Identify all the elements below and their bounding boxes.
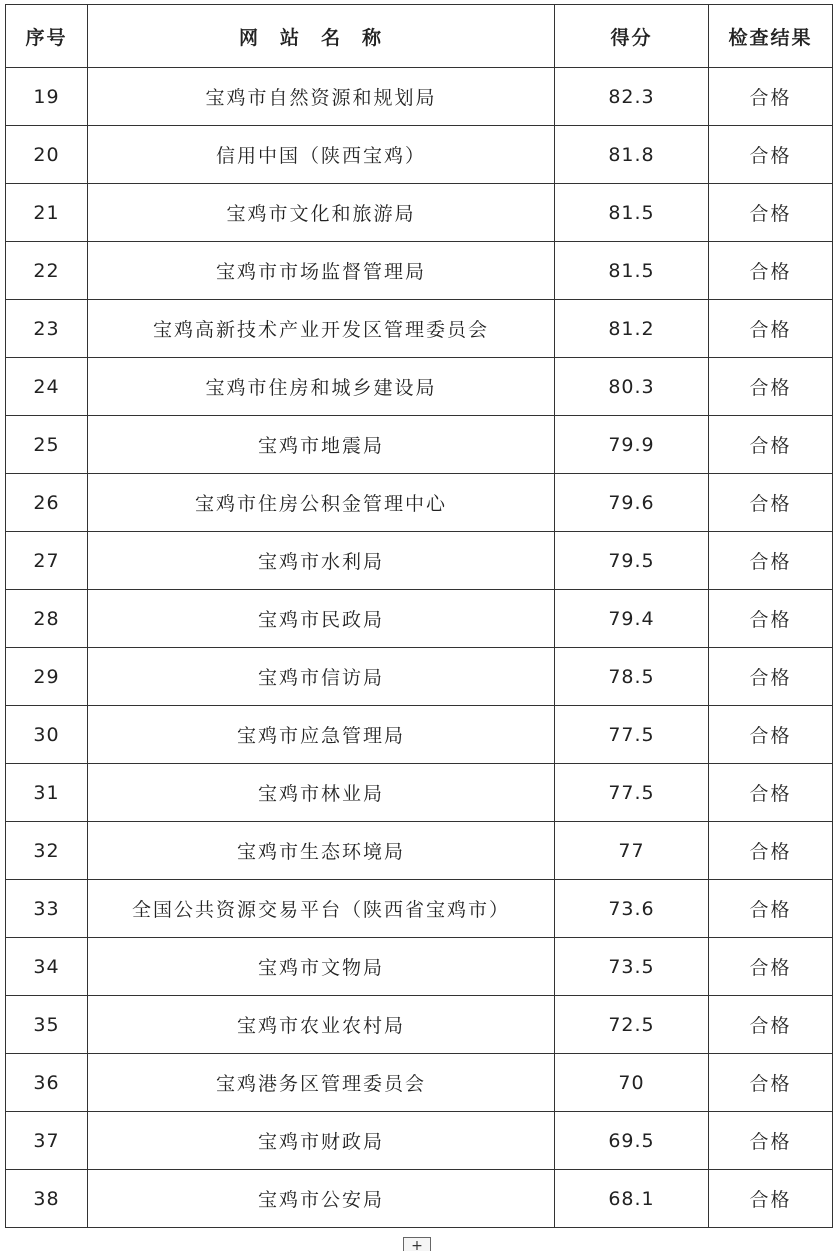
cell-seq: 28 xyxy=(6,590,88,648)
table-row xyxy=(6,822,833,880)
cell-seq: 29 xyxy=(6,648,88,706)
table-row xyxy=(6,184,833,242)
table-row xyxy=(6,764,833,822)
cell-score: 77.5 xyxy=(555,706,709,764)
header-score: 得分 xyxy=(555,5,709,68)
table-row xyxy=(6,358,833,416)
cell-result: 合格 xyxy=(709,590,833,648)
cell-website-name: 宝鸡市住房公积金管理中心 xyxy=(88,474,555,532)
cell-result: 合格 xyxy=(709,68,833,126)
cell-score: 69.5 xyxy=(555,1112,709,1170)
table-row xyxy=(6,1112,833,1170)
table-header xyxy=(6,5,833,68)
header-row xyxy=(6,5,833,68)
cell-seq: 19 xyxy=(6,68,88,126)
cell-website-name: 宝鸡市住房和城乡建设局 xyxy=(88,358,555,416)
website-score-table xyxy=(5,4,833,1228)
cell-seq: 37 xyxy=(6,1112,88,1170)
cell-seq: 25 xyxy=(6,416,88,474)
cell-website-name: 宝鸡市文化和旅游局 xyxy=(88,184,555,242)
cell-result: 合格 xyxy=(709,184,833,242)
cell-seq: 36 xyxy=(6,1054,88,1112)
cell-score: 78.5 xyxy=(555,648,709,706)
cell-result: 合格 xyxy=(709,996,833,1054)
cell-result: 合格 xyxy=(709,1112,833,1170)
cell-seq: 38 xyxy=(6,1170,88,1228)
cell-result: 合格 xyxy=(709,1170,833,1228)
header-name: 网站名称 xyxy=(88,5,555,68)
cell-result: 合格 xyxy=(709,822,833,880)
cell-website-name: 宝鸡市文物局 xyxy=(88,938,555,996)
table-row xyxy=(6,648,833,706)
cell-score: 81.2 xyxy=(555,300,709,358)
cell-website-name: 宝鸡市生态环境局 xyxy=(88,822,555,880)
cell-result: 合格 xyxy=(709,474,833,532)
cell-website-name: 宝鸡市林业局 xyxy=(88,764,555,822)
cell-website-name: 宝鸡市民政局 xyxy=(88,590,555,648)
cell-seq: 34 xyxy=(6,938,88,996)
cell-result: 合格 xyxy=(709,300,833,358)
cell-result: 合格 xyxy=(709,358,833,416)
cell-website-name: 宝鸡港务区管理委员会 xyxy=(88,1054,555,1112)
cell-website-name: 宝鸡市财政局 xyxy=(88,1112,555,1170)
table-row xyxy=(6,242,833,300)
cell-website-name: 宝鸡市自然资源和规划局 xyxy=(88,68,555,126)
cell-result: 合格 xyxy=(709,880,833,938)
table-row xyxy=(6,938,833,996)
header-seq: 序号 xyxy=(6,5,88,68)
cell-website-name: 宝鸡市水利局 xyxy=(88,532,555,590)
table-row xyxy=(6,996,833,1054)
cell-seq: 35 xyxy=(6,996,88,1054)
cell-score: 70 xyxy=(555,1054,709,1112)
cell-result: 合格 xyxy=(709,416,833,474)
table-row xyxy=(6,706,833,764)
cell-seq: 24 xyxy=(6,358,88,416)
cell-website-name: 宝鸡市市场监督管理局 xyxy=(88,242,555,300)
cell-seq: 33 xyxy=(6,880,88,938)
table-row xyxy=(6,416,833,474)
cell-score: 81.5 xyxy=(555,242,709,300)
cell-result: 合格 xyxy=(709,126,833,184)
cell-score: 82.3 xyxy=(555,68,709,126)
table-row xyxy=(6,126,833,184)
cell-result: 合格 xyxy=(709,764,833,822)
cell-seq: 30 xyxy=(6,706,88,764)
cell-score: 80.3 xyxy=(555,358,709,416)
cell-seq: 23 xyxy=(6,300,88,358)
cell-seq: 20 xyxy=(6,126,88,184)
table-row xyxy=(6,1170,833,1228)
cell-score: 79.6 xyxy=(555,474,709,532)
cell-score: 77.5 xyxy=(555,764,709,822)
cell-score: 68.1 xyxy=(555,1170,709,1228)
cell-website-name: 全国公共资源交易平台（陕西省宝鸡市） xyxy=(88,880,555,938)
cell-result: 合格 xyxy=(709,242,833,300)
table-row xyxy=(6,880,833,938)
cell-score: 72.5 xyxy=(555,996,709,1054)
cell-score: 73.5 xyxy=(555,938,709,996)
cell-website-name: 宝鸡市信访局 xyxy=(88,648,555,706)
cell-seq: 27 xyxy=(6,532,88,590)
header-result: 检查结果 xyxy=(709,5,833,68)
table-body xyxy=(6,68,833,1228)
cell-score: 79.4 xyxy=(555,590,709,648)
table-row xyxy=(6,532,833,590)
cell-score: 81.8 xyxy=(555,126,709,184)
table-row xyxy=(6,68,833,126)
cell-seq: 32 xyxy=(6,822,88,880)
cell-website-name: 宝鸡市应急管理局 xyxy=(88,706,555,764)
cell-result: 合格 xyxy=(709,648,833,706)
cell-result: 合格 xyxy=(709,532,833,590)
cell-result: 合格 xyxy=(709,706,833,764)
cell-score: 79.9 xyxy=(555,416,709,474)
table-row xyxy=(6,474,833,532)
cell-result: 合格 xyxy=(709,938,833,996)
table-row xyxy=(6,590,833,648)
add-row-button[interactable]: + xyxy=(403,1237,431,1251)
cell-seq: 22 xyxy=(6,242,88,300)
cell-score: 77 xyxy=(555,822,709,880)
cell-seq: 21 xyxy=(6,184,88,242)
cell-website-name: 宝鸡高新技术产业开发区管理委员会 xyxy=(88,300,555,358)
cell-result: 合格 xyxy=(709,1054,833,1112)
table-row xyxy=(6,300,833,358)
cell-website-name: 宝鸡市公安局 xyxy=(88,1170,555,1228)
cell-website-name: 宝鸡市地震局 xyxy=(88,416,555,474)
cell-score: 81.5 xyxy=(555,184,709,242)
cell-score: 73.6 xyxy=(555,880,709,938)
table-row xyxy=(6,1054,833,1112)
cell-website-name: 宝鸡市农业农村局 xyxy=(88,996,555,1054)
cell-website-name: 信用中国（陕西宝鸡） xyxy=(88,126,555,184)
cell-score: 79.5 xyxy=(555,532,709,590)
cell-seq: 26 xyxy=(6,474,88,532)
cell-seq: 31 xyxy=(6,764,88,822)
